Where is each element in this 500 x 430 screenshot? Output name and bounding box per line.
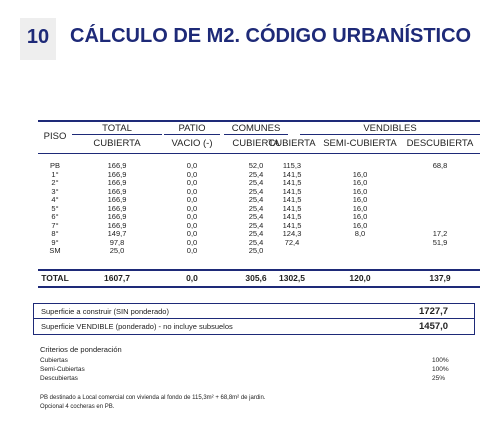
header-underline-total bbox=[72, 134, 162, 135]
cell-patio: 0,0 bbox=[186, 178, 198, 187]
subheader-patio-vacio: VACIO (-) bbox=[171, 138, 213, 149]
cell-total: 166,9 bbox=[107, 203, 127, 213]
section-number: 10 bbox=[26, 26, 50, 48]
cell-semi: 16,0 bbox=[352, 220, 368, 230]
criteria-value-cubiertas: 100% bbox=[432, 357, 449, 364]
table-header-rule bbox=[38, 153, 480, 154]
cell-cubierta: 124,3 bbox=[282, 229, 302, 238]
cell-piso: 6° bbox=[51, 212, 59, 221]
cell-cubierta: 141,5 bbox=[282, 169, 302, 179]
cell-total: 166,9 bbox=[107, 220, 127, 230]
total-vendible-cubierta: 1302,5 bbox=[279, 273, 305, 283]
criteria-title: Criterios de ponderación bbox=[40, 345, 122, 354]
total-patio: 0,0 bbox=[186, 273, 198, 283]
cell-cubierta: 141,5 bbox=[282, 220, 302, 230]
cell-patio: 0,0 bbox=[186, 237, 198, 247]
cell-total: 166,9 bbox=[107, 169, 127, 179]
cell-descubierta: 51,9 bbox=[432, 237, 448, 247]
cell-descubierta: 68,8 bbox=[432, 161, 448, 170]
subheader-vendibles-cubierta: CUBIERTA bbox=[268, 138, 316, 149]
header-underline-comunes bbox=[224, 134, 288, 135]
note-pb-local: PB destinado a Local comercial con vivienda al fondo de 115,3m² + 68,8m² de jardin. bbox=[40, 395, 266, 401]
cell-patio: 0,0 bbox=[186, 203, 198, 213]
cell-total: 166,9 bbox=[107, 195, 127, 204]
header-comunes: COMUNES bbox=[231, 123, 281, 134]
cell-comunes: 25,0 bbox=[248, 246, 264, 255]
note-cocheras: Opcional 4 cocheras en PB. bbox=[40, 404, 115, 410]
cell-patio: 0,0 bbox=[186, 161, 198, 170]
cell-comunes: 25,4 bbox=[248, 229, 264, 238]
cell-comunes: 25,4 bbox=[248, 212, 264, 221]
cell-cubierta: 141,5 bbox=[282, 203, 302, 213]
cell-comunes: 25,4 bbox=[248, 186, 264, 196]
subheader-vendibles-descubierta: DESCUBIERTA bbox=[406, 138, 474, 149]
surface-construir-value: 1727,7 bbox=[419, 306, 449, 317]
cell-cubierta: 72,4 bbox=[284, 237, 300, 247]
surface-vendible-value: 1457,0 bbox=[419, 321, 449, 332]
cell-total: 149,7 bbox=[107, 229, 127, 238]
cell-descubierta: 17,2 bbox=[432, 229, 448, 238]
cell-cubierta: 141,5 bbox=[282, 178, 302, 187]
table-top-rule bbox=[38, 120, 480, 122]
cell-patio: 0,0 bbox=[186, 246, 198, 255]
cell-piso: PB bbox=[49, 161, 60, 170]
subheader-total-cubierta: CUBIERTA bbox=[93, 138, 141, 149]
total-vendible-descubierta: 137,9 bbox=[429, 273, 451, 283]
header-underline-vendibles bbox=[300, 134, 480, 135]
cell-total: 97,8 bbox=[109, 237, 125, 247]
criteria-label-descubiertas: Descubiertas bbox=[40, 375, 78, 382]
cell-comunes: 25,4 bbox=[248, 169, 264, 179]
total-cubierta: 1607,7 bbox=[104, 273, 130, 283]
cell-semi: 16,0 bbox=[352, 169, 368, 179]
total-comunes: 305,6 bbox=[245, 273, 267, 283]
cell-piso: SM bbox=[49, 246, 61, 255]
criteria-label-cubiertas: Cubiertas bbox=[40, 357, 68, 364]
header-vendibles: VENDIBLES bbox=[363, 123, 417, 134]
cell-comunes: 25,4 bbox=[248, 195, 264, 204]
page-header bbox=[0, 0, 500, 70]
page-title: CÁLCULO DE M2. CÓDIGO URBANÍSTICO bbox=[70, 25, 472, 47]
cell-comunes: 25,4 bbox=[248, 220, 264, 230]
cell-total: 25,0 bbox=[109, 246, 125, 255]
cell-piso: 8° bbox=[51, 229, 59, 238]
cell-semi: 8,0 bbox=[354, 229, 366, 238]
total-bottom-rule bbox=[38, 286, 480, 288]
cell-piso: 5° bbox=[51, 203, 59, 213]
cell-comunes: 52,0 bbox=[248, 161, 264, 170]
summary-divider bbox=[34, 318, 474, 319]
cell-semi: 16,0 bbox=[352, 212, 368, 221]
surface-construir-label: Superficie a construir (SIN ponderado) bbox=[41, 307, 169, 316]
surface-vendible-label: Superficie VENDIBLE (ponderado) - no incluye subsuelos bbox=[41, 322, 233, 331]
cell-total: 166,9 bbox=[107, 186, 127, 196]
header-total: TOTAL bbox=[102, 123, 132, 134]
cell-comunes: 25,4 bbox=[248, 203, 264, 213]
cell-piso: 3° bbox=[51, 186, 59, 196]
criteria-label-semicubiertas: Semi-Cubiertas bbox=[40, 366, 85, 373]
cell-semi: 16,0 bbox=[352, 203, 368, 213]
total-vendible-semicubierta: 120,0 bbox=[349, 273, 371, 283]
cell-piso: 2° bbox=[51, 178, 59, 187]
cell-patio: 0,0 bbox=[186, 212, 198, 221]
cell-total: 166,9 bbox=[107, 212, 127, 221]
cell-comunes: 25,4 bbox=[248, 237, 264, 247]
cell-piso: 4° bbox=[51, 195, 59, 204]
cell-cubierta: 141,5 bbox=[282, 212, 302, 221]
cell-piso: 9° bbox=[51, 237, 59, 247]
cell-piso: 1° bbox=[51, 169, 59, 179]
section-number-box bbox=[20, 18, 56, 60]
cell-patio: 0,0 bbox=[186, 229, 198, 238]
header-underline-patio bbox=[164, 134, 220, 135]
cell-comunes: 25,4 bbox=[248, 178, 264, 187]
subheader-comunes-cubierta: CUBIERTA bbox=[232, 138, 280, 149]
cell-semi: 16,0 bbox=[352, 178, 368, 187]
header-patio: PATIO bbox=[178, 123, 206, 134]
cell-total: 166,9 bbox=[107, 161, 127, 170]
cell-cubierta: 115,3 bbox=[282, 161, 302, 170]
criteria-value-descubiertas: 25% bbox=[432, 375, 446, 382]
total-top-rule bbox=[38, 269, 480, 271]
cell-patio: 0,0 bbox=[186, 169, 198, 179]
cell-cubierta: 141,5 bbox=[282, 186, 302, 196]
cell-patio: 0,0 bbox=[186, 186, 198, 196]
cell-cubierta: 141,5 bbox=[282, 195, 302, 204]
surface-summary-box bbox=[33, 303, 475, 335]
cell-semi: 16,0 bbox=[352, 186, 368, 196]
criteria-value-semicubiertas: 100% bbox=[432, 366, 449, 373]
cell-semi: 16,0 bbox=[352, 195, 368, 204]
cell-patio: 0,0 bbox=[186, 195, 198, 204]
header-piso: PISO bbox=[43, 131, 67, 142]
cell-piso: 7° bbox=[51, 220, 59, 230]
cell-total: 166,9 bbox=[107, 178, 127, 187]
subheader-vendibles-semicubierta: SEMI-CUBIERTA bbox=[323, 138, 397, 149]
total-label: TOTAL bbox=[41, 273, 69, 283]
cell-patio: 0,0 bbox=[186, 220, 198, 230]
